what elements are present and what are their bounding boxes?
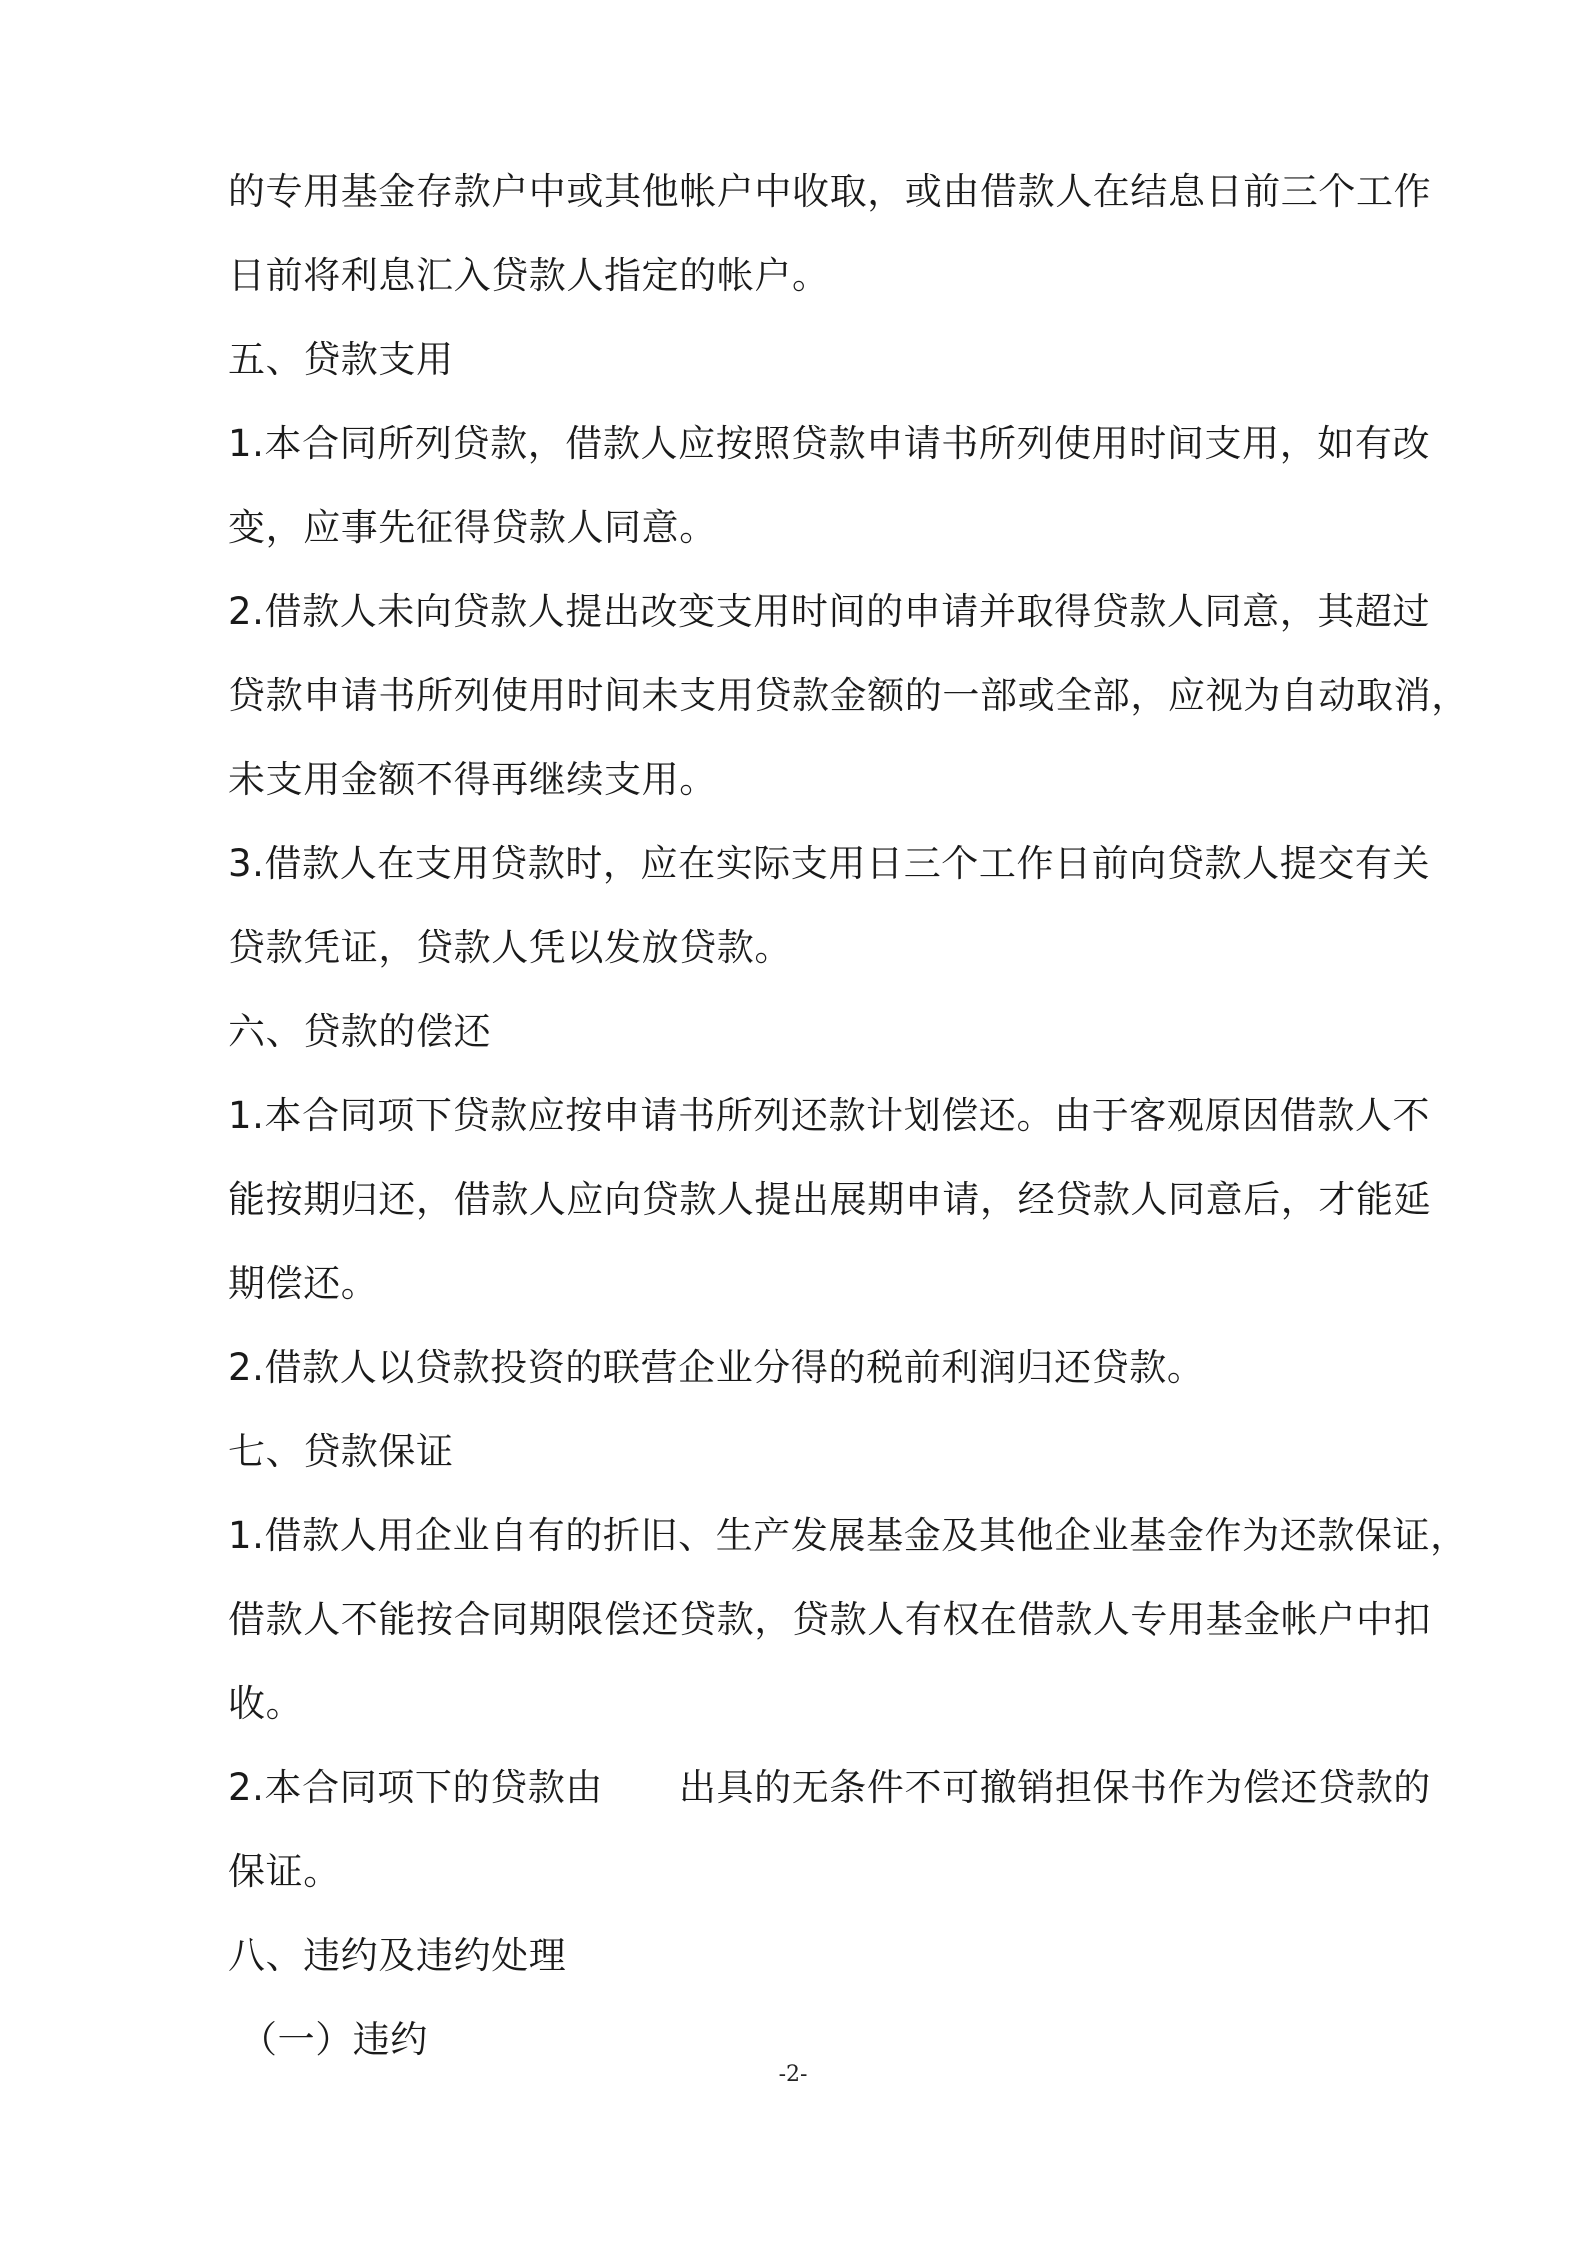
section-heading-repayment: 六、贷款的偿还: [228, 1010, 492, 1053]
text-line: 的专用基金存款户中或其他帐户中收取，或由借款人在结息日前三个工作: [228, 170, 1432, 213]
text-line: 借款人不能按合同期限偿还贷款，贷款人有权在借款人专用基金帐户中扣: [228, 1598, 1432, 1641]
text-line: 1.本合同项下贷款应按申请书所列还款计划偿还。由于客观原因借款人不: [228, 1094, 1431, 1137]
text-line: 日前将利息汇入贷款人指定的帐户。: [228, 254, 830, 297]
text-line: 2.借款人以贷款投资的联营企业分得的税前利润归还贷款。: [228, 1346, 1205, 1389]
text-line: 贷款申请书所列使用时间未支用贷款金额的一部或全部，应视为自动取消，: [228, 674, 1469, 717]
text-line: 贷款凭证，贷款人凭以发放贷款。: [228, 926, 792, 969]
text-line: 3.借款人在支用贷款时，应在实际支用日三个工作日前向贷款人提交有关: [228, 842, 1431, 885]
text-line: 收。: [228, 1682, 304, 1725]
guarantee-clause-line: [228, 1746, 1438, 1830]
text-line: 1.本合同所列贷款，借款人应按照贷款申请书所列使用时间支用，如有改: [228, 422, 1431, 465]
text-line: 能按期归还，借款人应向贷款人提出展期申请，经贷款人同意后，才能延: [228, 1178, 1432, 1221]
text-line: 2.借款人未向贷款人提出改变支用时间的申请并取得贷款人同意，其超过: [228, 590, 1431, 633]
section-heading-guarantee: 七、贷款保证: [228, 1430, 454, 1473]
page-number: -2-: [778, 2062, 808, 2087]
text-line: 1.借款人用企业自有的折旧、生产发展基金及其他企业基金作为还款保证，: [228, 1514, 1468, 1557]
guarantee-text-before: 2.本合同项下的贷款由: [228, 1766, 603, 1809]
text-line: 未支用金额不得再继续支用。: [228, 758, 717, 801]
subheading-default: （一）违约: [240, 2018, 428, 2061]
text-line: 保证。: [228, 1850, 341, 1893]
text-line: 期偿还。: [228, 1262, 379, 1305]
section-heading-default: 八、违约及违约处理: [228, 1934, 567, 1977]
section-heading-disbursement: 五、贷款支用: [228, 338, 454, 381]
guarantee-text-after: 出具的无条件不可撤销担保书作为偿还贷款的: [678, 1766, 1431, 1809]
text-line: 变，应事先征得贷款人同意。: [228, 506, 717, 549]
document-body: [228, 150, 1469, 2082]
